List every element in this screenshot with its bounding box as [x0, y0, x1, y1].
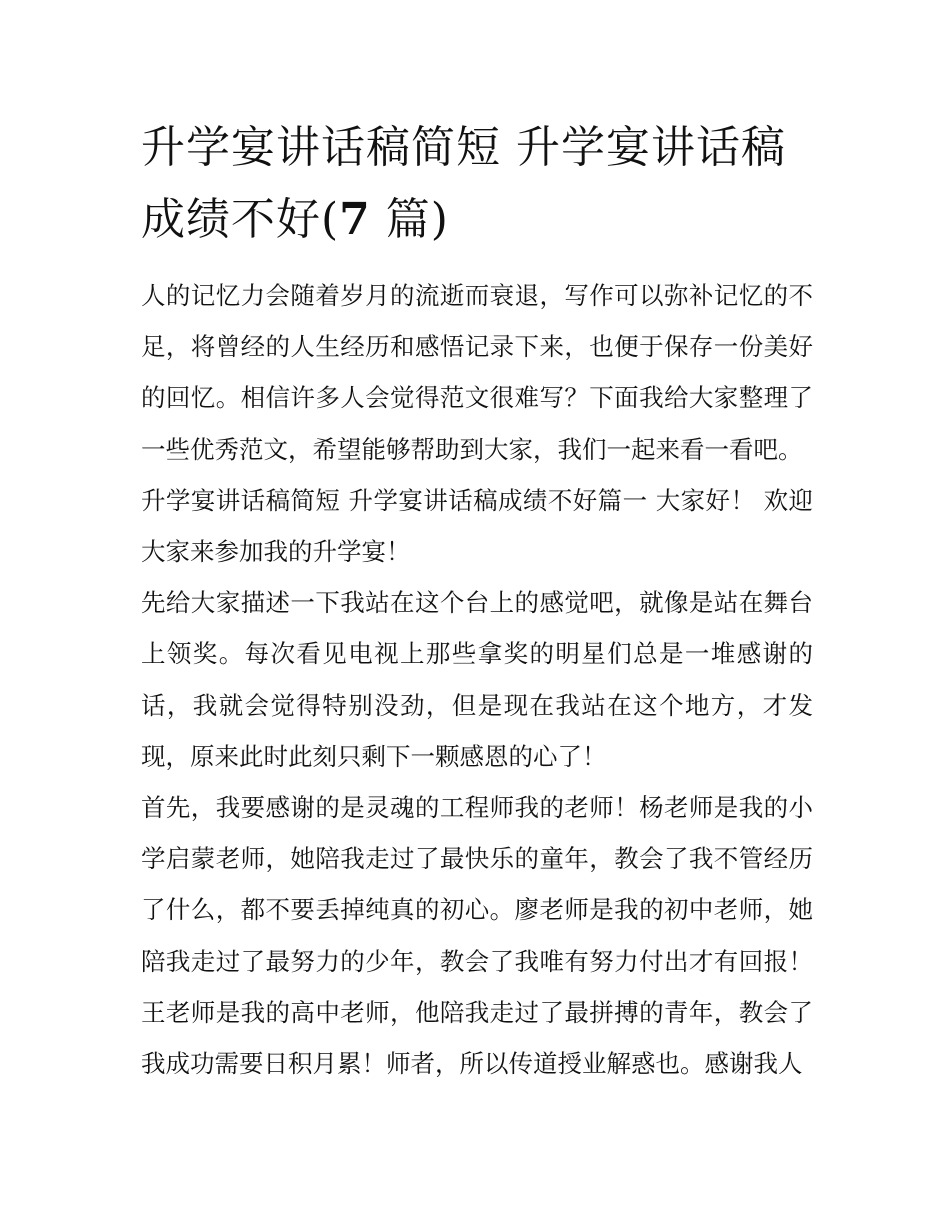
paragraph-feeling: 先给大家描述一下我站在这个台上的感觉吧，就像是站在舞台上领奖。每次看见电视上那些拿奖的明星们总是一堆感谢的话，我就会觉得特别没劲，但是现在我站在这个地方，才发现，原来此时此刻只剩下一颗感恩的心了！: [141, 588, 813, 771]
paragraph-greeting: 升学宴讲话稿简短 升学宴讲话稿成绩不好篇一 大家好！ 欢迎大家来参加我的升学宴！: [141, 485, 813, 567]
document-title: [141, 112, 813, 256]
paragraph-intro: 人的记忆力会随着岁月的流逝而衰退，写作可以弥补记忆的不足，将曾经的人生经历和感悟记录下来，也便于保存一份美好的回忆。相信许多人会觉得范文很难写？下面我给大家整理了一些优秀范文，希望能够帮助到大家，我们一起来看一看吧。: [141, 281, 813, 464]
title-text-part2: 篇): [370, 194, 449, 245]
title-count: 7: [339, 194, 371, 245]
paragraph-thanks-teachers: 首先，我要感谢的是灵魂的工程师我的老师！杨老师是我的小学启蒙老师，她陪我走过了最快乐的童年，教会了我不管经历了什么，都不要丢掉纯真的初心。廖老师是我的初中老师，她陪我走过了最努力的少年，教会了我唯有努力付出才有回报！王老师是我的高中老师，他陪我走过了最拼搏的青年，教会了我成功需要日积月累！师者，所以传道授业解惑也。感谢我人: [141, 793, 813, 1079]
document-body: [141, 112, 813, 1089]
title-text-part1: 升学宴讲话稿简短 升学宴讲话稿成绩不好(: [141, 122, 786, 245]
